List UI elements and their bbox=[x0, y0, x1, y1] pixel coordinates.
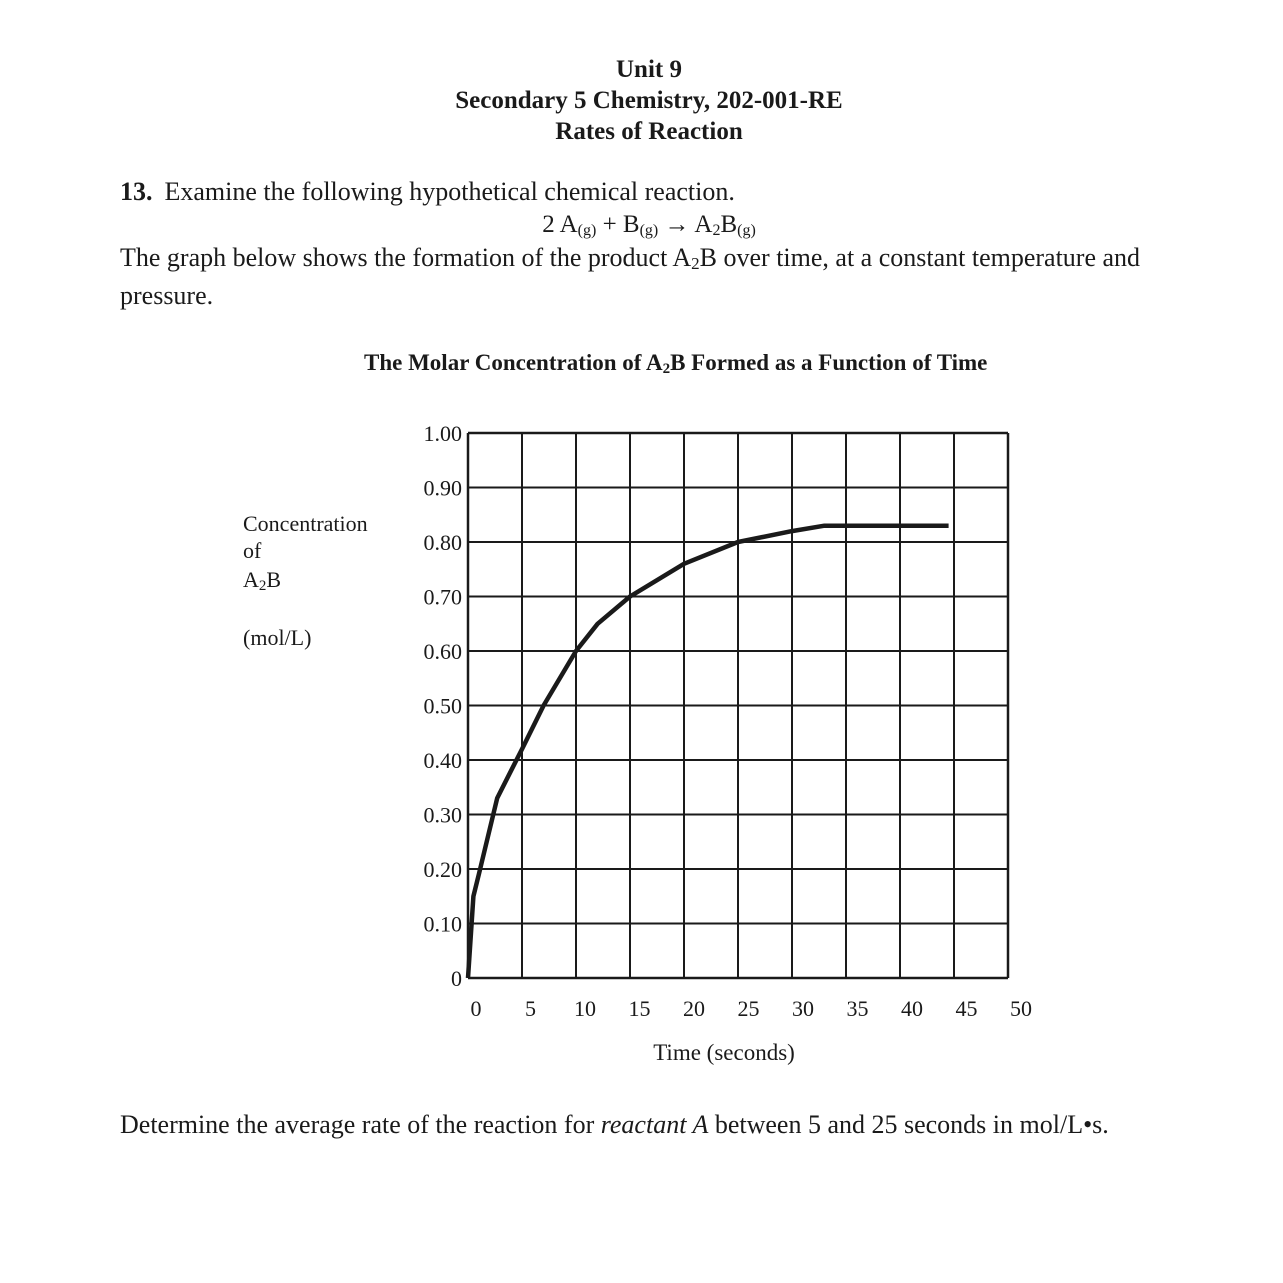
y-tick-label: 0.20 bbox=[423, 857, 462, 882]
unit-title: Unit 9 bbox=[616, 56, 682, 83]
chart-ticks bbox=[424, 421, 1033, 1021]
series-line bbox=[468, 526, 949, 978]
y-axis-unit: (mol/L) bbox=[243, 625, 312, 650]
chart-series bbox=[468, 526, 949, 978]
eq-reactant-a: 2 A bbox=[542, 211, 578, 238]
eq-product-b: B bbox=[720, 211, 738, 238]
y-tick-label: 0.30 bbox=[423, 802, 462, 828]
y-axis-label-subscript: 2 bbox=[258, 578, 267, 594]
task-text-1: Determine the average rate of the reaction for bbox=[120, 1110, 601, 1139]
y-tick-label: 0.90 bbox=[423, 475, 462, 501]
question-text: Examine the following hypothetical chemical reaction. bbox=[164, 177, 735, 206]
y-tick-label: 1.00 bbox=[423, 421, 462, 446]
x-tick-label: 20 bbox=[683, 996, 705, 1021]
y-axis-label-line2: of bbox=[243, 538, 262, 563]
eq-state-product: (g) bbox=[737, 222, 756, 239]
chart-title-subscript: 2 bbox=[662, 361, 671, 377]
description-text-2: B over time, at a constant temperature and pressure. bbox=[120, 243, 1141, 310]
eq-state-b: (g) bbox=[639, 222, 659, 239]
course-title: Secondary 5 Chemistry, 202-001-RE bbox=[455, 87, 843, 114]
x-tick-label: 50 bbox=[1010, 996, 1032, 1021]
description-text-1: The graph below shows the formation of the product A bbox=[120, 243, 692, 272]
y-tick-label: 0 bbox=[451, 966, 462, 991]
y-axis-label-line1: Concentration bbox=[243, 511, 368, 536]
x-tick-label: 40 bbox=[901, 996, 923, 1021]
y-axis-label-a: A bbox=[243, 567, 259, 592]
x-tick-label: 25 bbox=[737, 996, 760, 1021]
task-text-2: between 5 and 25 seconds in mol/L•s. bbox=[708, 1110, 1109, 1139]
eq-arrow-product: → A bbox=[658, 211, 713, 238]
chart-title-part1: The Molar Concentration of A bbox=[364, 350, 663, 375]
task-italic: reactant A bbox=[600, 1110, 709, 1139]
x-tick-label: 5 bbox=[525, 996, 536, 1021]
eq-product-subscript: 2 bbox=[712, 222, 721, 239]
description-subscript: 2 bbox=[691, 254, 700, 273]
y-tick-label: 0.50 bbox=[423, 693, 462, 719]
y-axis-label-b: B bbox=[266, 567, 282, 592]
y-tick-label: 0.80 bbox=[423, 530, 462, 555]
x-tick-label: 15 bbox=[628, 996, 651, 1021]
x-tick-label: 35 bbox=[846, 996, 869, 1021]
question-number: 13. bbox=[120, 177, 153, 206]
y-tick-label: 0.60 bbox=[423, 639, 462, 664]
topic-title: Rates of Reaction bbox=[555, 118, 743, 145]
y-tick-label: 0.40 bbox=[423, 748, 462, 773]
chart-title-part2: B Formed as a Function of Time bbox=[670, 350, 988, 375]
eq-state-a: (g) bbox=[577, 222, 597, 239]
y-tick-label: 0.70 bbox=[423, 584, 462, 610]
eq-reactant-b: + B bbox=[596, 211, 640, 238]
x-tick-label: 0 bbox=[470, 996, 482, 1021]
x-tick-label: 10 bbox=[574, 996, 596, 1021]
x-axis-label: Time (seconds) bbox=[653, 1040, 795, 1065]
task-instruction bbox=[120, 1110, 1109, 1140]
y-tick-label: 0.10 bbox=[423, 911, 462, 937]
chart-grid bbox=[468, 433, 1008, 978]
x-tick-label: 30 bbox=[792, 996, 814, 1021]
x-tick-label: 45 bbox=[955, 996, 978, 1021]
